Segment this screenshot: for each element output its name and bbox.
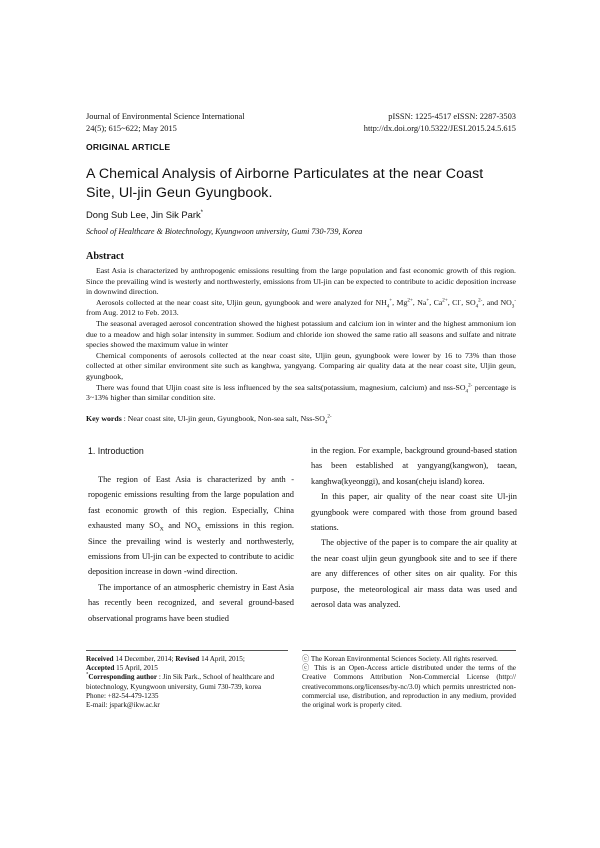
body-paragraph: in the region. For example, background ground-based station has been established at yangyang(kangwon), taean, kanghwa(kyeonggi), and kosan(cheju island) korea. [311,446,517,486]
authors [86,209,203,220]
license-text: ⓒ This is an Open-Access article distributed under the terms of the Creative Commons Attribution Non-Commercial License (http:// creativecommons.org/licenses/by-nc/3.0) which permits unrestricted non-commercial use, distribution, and reproduction in any medium, provided the original work is properly cited. [302,664,516,710]
paper-title [86,165,526,203]
superscript: 2+ [442,297,448,304]
revised-label: Revised [175,655,200,663]
abstract-text: , Mg [392,297,408,307]
introduction-heading: 1. Introduction [88,446,144,456]
keywords-label: Key words [86,414,122,423]
body-text: and NO [163,521,197,531]
abstract-text: , Cl [447,297,460,307]
affiliation: School of Healthcare & Biotechnology, Kyungwoon university, Gumi 730-739, Korea [86,227,363,236]
corresponding-mark: * [86,673,89,679]
superscript: + [426,297,430,304]
subscript: 4 [475,303,479,310]
copyright-footnote [302,655,516,710]
footnote-divider [302,650,516,651]
received-label: Received [86,655,114,663]
subscript: 4 [324,419,328,426]
body-column-right [311,443,517,612]
footnote-divider [86,650,288,651]
abstract-text: , Na [412,297,427,307]
superscript: 2- [327,413,332,420]
corresponding-text: : Jin Sik Park., School of healthcare and biotechnology, Kyungwoon university, Gumi 730-739, korea [86,673,275,691]
body-paragraph: In this paper, air quality of the near coast site Ul-jin gyungbook were compared with those from ground based stations. [311,492,517,533]
accepted [86,664,292,673]
abstract-body [86,266,516,404]
abstract-text: There was found that Uljin coast site is less influenced by the sea salts(potassium, magnesium, calcium) and nss-SO [96,382,466,392]
journal-name: Journal of Environmental Science International [86,112,245,121]
abstract-text: from Aug. 2012 to Feb. 2013. [86,308,179,318]
abstract-paragraph-1: East Asia is characterized by anthropogenic emissions resulting from the large population and fast economic growth of this region. Since the prevailing wind is westerly and northwesterly, emissions from Ul-jin can be expected to contribute to acidic deposition increase in downwind direction. [86,266,516,297]
received-date: 14 December, 2014; [113,655,176,663]
body-text: emissions in this region. Since the prevailing wind is westerly and northwesterly, emissions from Ul-jin can be expected to contribute to acidic deposition increase in down -wind direction. [88,521,294,577]
superscript: 2+ [407,297,413,304]
article-history-footnote [86,655,292,710]
abstract-text: , and NO [482,297,512,307]
journal-volume: 24(5); 615~622; May 2015 [86,123,177,133]
body-text: The region of East Asia is characterized by anth -ropogenic emissions resulting from the large population and fast economic growth of this region. Especially, China exhausted many SO [88,475,294,531]
abstract-text: Aerosols collected at the near coast site, Uljin geun, gyungbook and were analyzed for NH [96,297,387,307]
received-revised [86,655,292,664]
keywords [86,414,516,425]
superscript: - [459,297,462,304]
superscript: - [514,297,517,304]
body-column-left [88,472,294,626]
superscript: 2- [468,381,473,388]
abstract-heading: Abstract [86,251,124,262]
section-label: ORIGINAL ARTICLE [86,142,171,152]
abstract-paragraph-5 [86,383,516,404]
corresponding-label: Corresponding author [88,673,158,682]
issn-header [300,111,516,134]
revised-date: 14 April, 2015; [199,655,245,663]
body-paragraph [88,472,294,580]
author-names: Dong Sub Lee, Jin Sik Park [86,209,201,220]
abstract-text: , Ca [429,297,443,307]
copyright-line: ⓒ The Korean Environmental Sciences Society. All rights reserved. [302,655,498,663]
abstract-text: percentage is 3~13% higher than similar condition site. [86,382,516,403]
accepted-date: 15 April, 2015 [114,664,158,673]
abstract-paragraph-2 [86,298,516,319]
title-line-1: A Chemical Analysis of Airborne Particulates at the near Coast [86,166,484,182]
phone: Phone: +82-54-479-1235 [86,691,159,700]
corresponding-author-mark: * [200,208,204,216]
subscript: 4 [386,303,390,310]
subscript: X [159,526,164,533]
issn: pISSN: 1225-4517 eISSN: 2287-3503 [388,112,516,121]
abstract-paragraph-3: The seasonal averaged aerosol concentration showed the highest potassium and calcium ion in winter and the highest ammonium ion due to a meadow and high solar intensity in summer. Sodium and chloride ion showed the same ratio all seasons and sulfate and nitrate species showed the maximum value in winter [86,318,516,350]
subscript: 4 [465,388,469,395]
body-paragraph: The importance of an atmospheric chemistry in East Asia has recently been recognized, and several ground-based observational programs have been studied [88,582,294,623]
abstract-text: , SO [461,297,476,307]
body-paragraph: The objective of the paper is to compare the air quality at the near coast uljin geun gyungbook site and to see if there are any differences of other sites on air quality. For this purpose, the meteorological air mass data was used and aerosol data was analyzed. [311,538,517,610]
superscript: 2- [478,297,483,304]
email-link[interactable]: E-mail: jspark@ikw.ac.kr [86,701,160,710]
title-line-2: Site, Ul-jin Geun Gyungbook. [86,185,273,201]
abstract-paragraph-4: Chemical components of aerosols collected at the near coast site, Uljin geun, gyungbook were lower by 16 to 73% than those collected at other similar environment site such as kanghwa, yangyang. Comparing air quality data at the near coast site, Uljin geun, gyungbook, [86,350,516,381]
subscript: 3 [511,303,515,310]
subscript: X [196,526,201,533]
corresponding-author [86,673,292,691]
doi-link[interactable]: http://dx.doi.org/10.5322/JESI.2015.24.5.615 [363,123,516,133]
accepted-label: Accepted [86,664,115,673]
keywords-text: : Near coast site, Ul-jin geun, Gyungbook, Non-sea salt, Nss-SO [121,414,325,423]
superscript: + [389,297,393,304]
